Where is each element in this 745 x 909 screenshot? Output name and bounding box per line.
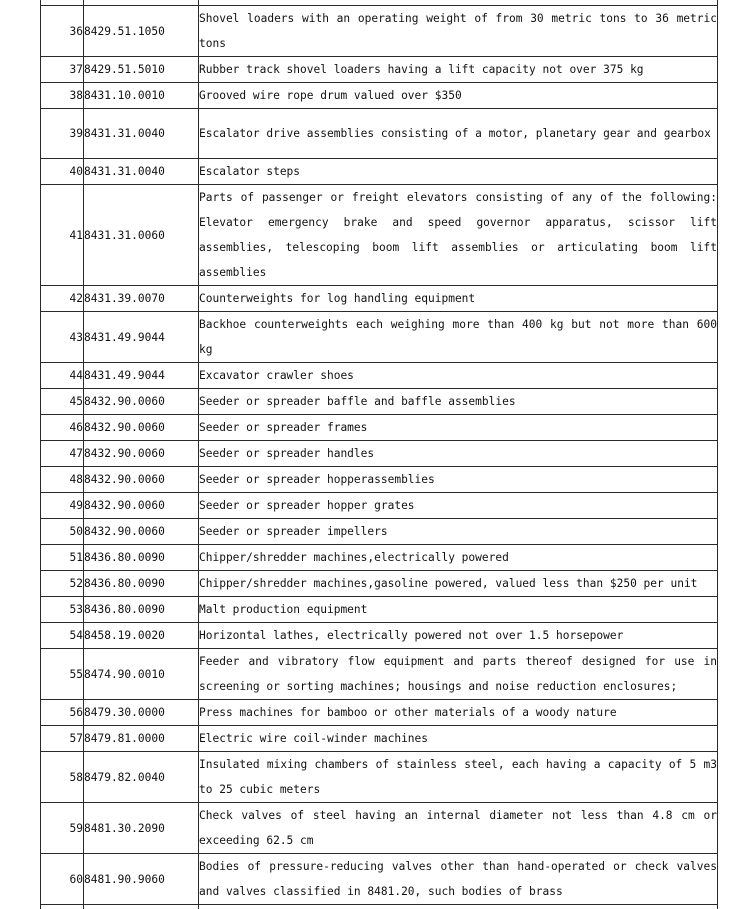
row-number: 54 <box>41 623 84 649</box>
product-description: Chipper/shredder machines,electrically powered <box>199 545 718 571</box>
product-description: Insulated mixing chambers of stainless steel, each having a capacity of 5 m3 to 25 cubic meters <box>199 752 718 803</box>
product-description: Seeder or spreader handles <box>199 441 718 467</box>
hts-code: 8474.90.0010 <box>84 649 199 700</box>
hts-code: 8481.90.9060 <box>84 854 199 905</box>
product-description: Electric wire coil-winder machines <box>199 726 718 752</box>
product-description: Grooved wire rope drum valued over $350 <box>199 83 718 109</box>
table-row <box>41 159 718 185</box>
hts-code: 8432.90.0060 <box>84 441 199 467</box>
row-number: 47 <box>41 441 84 467</box>
table-row <box>41 623 718 649</box>
row-number: 49 <box>41 493 84 519</box>
row-number: 55 <box>41 649 84 700</box>
product-description: Seeder or spreader frames <box>199 415 718 441</box>
product-description: Feeder and vibratory flow equipment and parts thereof designed for use in screening or sorting machines; housings and noise reduction enclosures; <box>199 649 718 700</box>
product-description: Parts of passenger or freight elevators consisting of any of the following: Elevator emergency brake and speed governor apparatus, scissor lift assemblies, telescoping boom lift assemblies or articulating boom lift assemblies <box>199 185 718 286</box>
table-row <box>41 803 718 854</box>
product-description: Check valves of steel having an internal diameter not less than 4.8 cm or exceeding 62.5 cm <box>199 803 718 854</box>
table-row <box>41 854 718 905</box>
hts-code: 8432.90.0060 <box>84 389 199 415</box>
product-description: Seeder or spreader hopper grates <box>199 493 718 519</box>
row-number: 48 <box>41 467 84 493</box>
product-description: Shovel loaders with an operating weight of from 30 metric tons to 36 metric tons <box>199 6 718 57</box>
hts-code: 8436.80.0090 <box>84 597 199 623</box>
product-description: Seeder or spreader impellers <box>199 519 718 545</box>
hts-code: 8431.49.9044 <box>84 312 199 363</box>
hts-code: 8432.90.0060 <box>84 519 199 545</box>
table-row <box>41 109 718 159</box>
table-row <box>41 286 718 312</box>
product-description: Escalator steps <box>199 159 718 185</box>
table-row <box>41 57 718 83</box>
table-row <box>41 571 718 597</box>
row-number: 40 <box>41 159 84 185</box>
table-row <box>41 6 718 57</box>
row-number: 38 <box>41 83 84 109</box>
row-number: 56 <box>41 700 84 726</box>
product-description: Press machines for bamboo or other materials of a woody nature <box>199 700 718 726</box>
hts-code: 8479.30.0000 <box>84 700 199 726</box>
row-number: 42 <box>41 286 84 312</box>
row-number: 59 <box>41 803 84 854</box>
row-number: 51 <box>41 545 84 571</box>
row-number: 60 <box>41 854 84 905</box>
product-description: Backhoe counterweights each weighing more than 400 kg but not more than 600 kg <box>199 312 718 363</box>
row-number: 50 <box>41 519 84 545</box>
table-row <box>41 519 718 545</box>
hts-code: 8436.80.0090 <box>84 571 199 597</box>
product-description: Bodies of pressure-reducing valves other than hand-operated or check valves and valves classified in 8481.20, such bodies of brass <box>199 854 718 905</box>
tariff-table <box>40 0 718 909</box>
table-row <box>41 545 718 571</box>
product-description: Malt production equipment <box>199 597 718 623</box>
table-row <box>41 312 718 363</box>
product-description: Seeder or spreader baffle and baffle assemblies <box>199 389 718 415</box>
table-row <box>41 83 718 109</box>
hts-code: 8431.31.0040 <box>84 109 199 159</box>
hts-code: 8431.49.9044 <box>84 363 199 389</box>
row-number: 57 <box>41 726 84 752</box>
table-row <box>41 752 718 803</box>
row-number: 45 <box>41 389 84 415</box>
row-number: 39 <box>41 109 84 159</box>
hts-code: 8431.31.0060 <box>84 185 199 286</box>
hts-code: 8432.90.0060 <box>84 493 199 519</box>
product-description: Excavator crawler shoes <box>199 363 718 389</box>
table-row <box>41 185 718 286</box>
table-body <box>41 0 718 909</box>
hts-code: 8431.31.0040 <box>84 159 199 185</box>
table-row <box>41 597 718 623</box>
table-row <box>41 415 718 441</box>
table-row-partial-bottom <box>41 905 718 909</box>
hts-code: 8432.90.0060 <box>84 415 199 441</box>
hts-code: 8431.39.0070 <box>84 286 199 312</box>
table-row <box>41 441 718 467</box>
row-number: 52 <box>41 571 84 597</box>
product-description: Rubber track shovel loaders having a lift capacity not over 375 kg <box>199 57 718 83</box>
row-number: 58 <box>41 752 84 803</box>
row-number: 36 <box>41 6 84 57</box>
hts-code: 8479.81.0000 <box>84 726 199 752</box>
table-row <box>41 493 718 519</box>
product-description: Chipper/shredder machines,gasoline powered, valued less than $250 per unit <box>199 571 718 597</box>
hts-code: 8429.51.5010 <box>84 57 199 83</box>
hts-code: 8479.82.0040 <box>84 752 199 803</box>
product-description: Seeder or spreader hopperassemblies <box>199 467 718 493</box>
hts-code: 8431.10.0010 <box>84 83 199 109</box>
row-number: 41 <box>41 185 84 286</box>
product-description: Horizontal lathes, electrically powered not over 1.5 horsepower <box>199 623 718 649</box>
hts-code: 8481.30.2090 <box>84 803 199 854</box>
row-number: 43 <box>41 312 84 363</box>
row-number: 44 <box>41 363 84 389</box>
hts-code: 8429.51.1050 <box>84 6 199 57</box>
hts-code: 8458.19.0020 <box>84 623 199 649</box>
table-row <box>41 467 718 493</box>
product-description: Counterweights for log handling equipment <box>199 286 718 312</box>
table-row <box>41 649 718 700</box>
row-number: 37 <box>41 57 84 83</box>
table-row <box>41 363 718 389</box>
table-row <box>41 389 718 415</box>
hts-code: 8436.80.0090 <box>84 545 199 571</box>
table-row <box>41 700 718 726</box>
row-number: 46 <box>41 415 84 441</box>
product-description: Escalator drive assemblies consisting of a motor, planetary gear and gearbox <box>199 109 718 159</box>
hts-code: 8432.90.0060 <box>84 467 199 493</box>
table-row <box>41 726 718 752</box>
row-number: 53 <box>41 597 84 623</box>
